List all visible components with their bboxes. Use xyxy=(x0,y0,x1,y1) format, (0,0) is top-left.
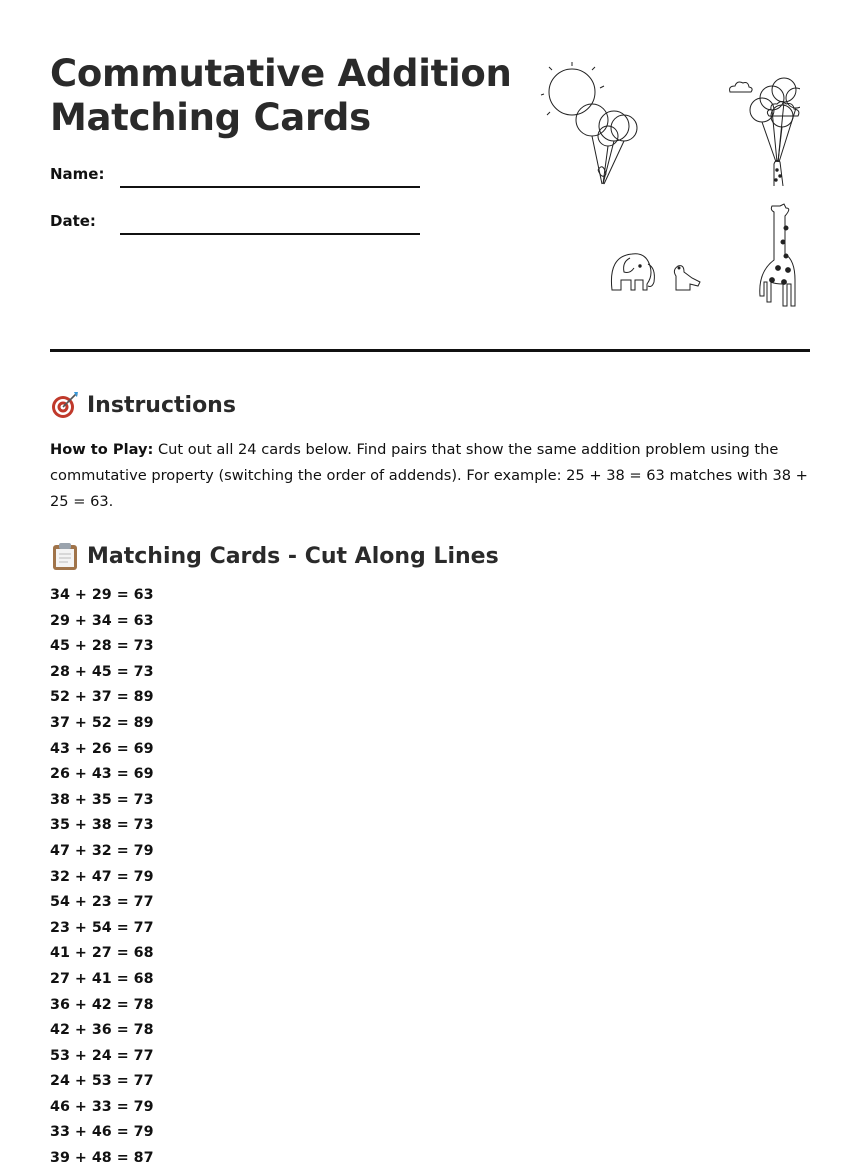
date-field[interactable] xyxy=(120,233,420,235)
matching-card: 37 + 52 = 89 xyxy=(50,714,154,731)
matching-card: 35 + 38 = 73 xyxy=(50,817,154,834)
matching-card: 24 + 53 = 77 xyxy=(50,1073,154,1090)
instructions-text xyxy=(50,437,810,515)
sun-balloons-illustration xyxy=(541,62,637,184)
instructions-heading xyxy=(50,390,236,420)
cards-list xyxy=(50,583,154,1172)
matching-card: 46 + 33 = 79 xyxy=(50,1098,154,1115)
matching-card: 54 + 23 = 77 xyxy=(50,894,154,911)
header-divider xyxy=(50,349,810,352)
matching-card: 42 + 36 = 78 xyxy=(50,1022,154,1039)
cards-heading xyxy=(50,541,499,571)
matching-card: 34 + 29 = 63 xyxy=(50,587,154,603)
target-icon xyxy=(50,390,80,420)
clipboard-icon xyxy=(50,541,80,571)
matching-card: 53 + 24 = 77 xyxy=(50,1047,154,1064)
matching-card: 43 + 26 = 69 xyxy=(50,740,154,757)
matching-card: 28 + 45 = 73 xyxy=(50,663,154,680)
giraffe-illustration xyxy=(760,204,800,306)
matching-card: 45 + 28 = 73 xyxy=(50,638,154,655)
matching-card: 52 + 37 = 89 xyxy=(50,689,154,706)
cards-heading-text: Matching Cards - Cut Along Lines xyxy=(87,543,499,569)
matching-card: 36 + 42 = 78 xyxy=(50,996,154,1013)
matching-card: 47 + 32 = 79 xyxy=(50,842,154,859)
name-field[interactable] xyxy=(120,186,420,188)
elephant-illustration xyxy=(611,254,700,290)
title-line-1: Commutative Addition xyxy=(50,52,512,95)
giraffe-balloons-illustration xyxy=(730,78,800,186)
matching-card: 26 + 43 = 69 xyxy=(50,766,154,783)
matching-card: 27 + 41 = 68 xyxy=(50,970,154,987)
matching-card: 32 + 47 = 79 xyxy=(50,868,154,885)
matching-card: 29 + 34 = 63 xyxy=(50,612,154,629)
instructions-lead: How to Play: xyxy=(50,441,154,458)
matching-card: 23 + 54 = 77 xyxy=(50,919,154,936)
instructions-heading-text: Instructions xyxy=(87,392,236,418)
name-label: Name: xyxy=(50,165,105,183)
matching-card: 38 + 35 = 73 xyxy=(50,791,154,808)
page-title xyxy=(50,52,520,140)
date-label: Date: xyxy=(50,212,96,230)
matching-card: 41 + 27 = 68 xyxy=(50,945,154,962)
matching-card: 39 + 48 = 87 xyxy=(50,1150,154,1167)
instructions-body: Cut out all 24 cards below. Find pairs that show the same addition problem using the commutative property (switching the order of addends). For example: 25 + 38 = 63 matches with 38 + 25 = 63. xyxy=(50,441,808,510)
title-line-2: Matching Cards xyxy=(50,96,371,139)
illustrations xyxy=(540,58,800,313)
matching-card: 33 + 46 = 79 xyxy=(50,1124,154,1141)
